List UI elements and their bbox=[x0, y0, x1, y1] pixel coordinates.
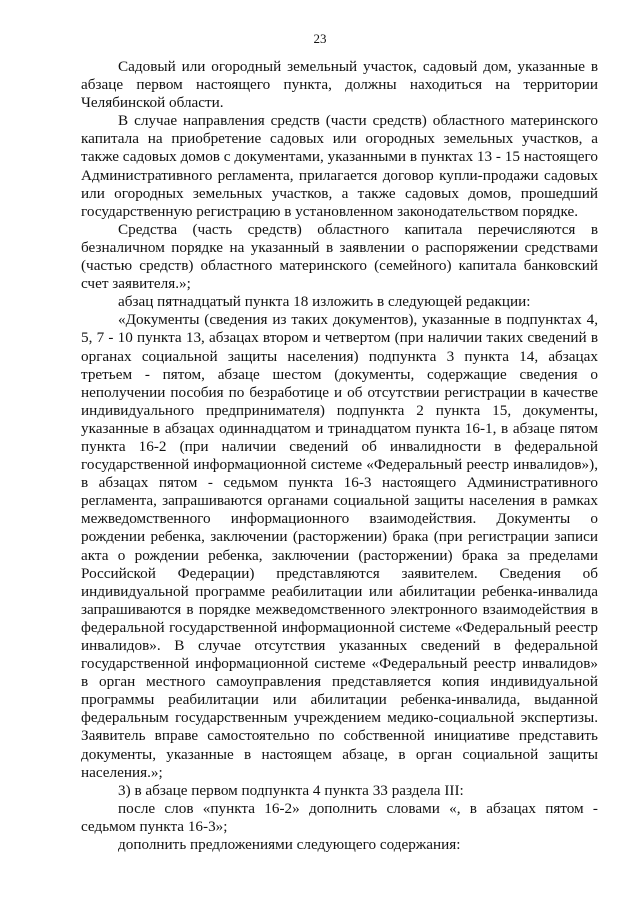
paragraph: Средства (часть средств) областного капитала перечисляются в безналичном порядке на указанный в заявлении о распоряжении средствами (частью средств) областного материнского (семейного) капитала банковский счет заявителя.»; bbox=[81, 220, 598, 293]
paragraph: В случае направления средств (части средств) областного материнского капитала на приобретение садовых или огородных земельных участков, а также садовых домов с документами, указанными в пунктах 13 - 15 настоящего Административного регламента, прилагается договор купли-продажи садовых или огородных земельных участков, а также садовых домов, прошедший государственную регистрацию в установленном законодательством порядке. bbox=[81, 112, 598, 220]
paragraph: после слов «пункта 16-2» дополнить словами «, в абзацах пятом - седьмом пункта 16-3»; bbox=[81, 799, 598, 835]
document-body bbox=[81, 58, 598, 854]
paragraph: абзац пятнадцатый пункта 18 изложить в следующей редакции: bbox=[118, 293, 531, 311]
paragraph: 3) в абзаце первом подпункта 4 пункта 33 раздела III: bbox=[118, 781, 464, 799]
paragraph: Садовый или огородный земельный участок, садовый дом, указанные в абзаце первом настоящего пункта, должны находиться на территории Челябинской области. bbox=[81, 58, 598, 112]
page-number: 23 bbox=[313, 31, 327, 46]
paragraph: «Документы (сведения из таких документов), указанные в подпунктах 4, 5, 7 - 10 пункта 13, абзацах втором и четвертом (при наличии таких сведений в органах социальной защиты населения) подпункта 3 пункта 14, абзацах третьем - пятом, абзаце шестом (документы, содержащие сведения о неполучении пособия по безработице и об отсутствии регистрации в качестве индивидуального предпринимателя) подпункта 2 пункта 15, документы, указанные в абзацах одиннадцатом и тринадцатом пункта 16-1, в абзаце пятом пункта 16-2 (при наличии сведений об инвалидности в федеральной государственной информационной системе «Федеральный реестр инвалидов»), в абзацах пятом - седьмом пункта 16-3 настоящего Административного регламента, запрашиваются органами социальной защиты населения в рамках межведомственного информационного взаимодействия. Документы о рождении ребенка, заключении (расторжении) брака (при регистрации записи акта о рождении ребенка, заключении (расторжении) брака за пределами Российской Федерации) представляются заявителем. Сведения об индивидуальной программе реабилитации или абилитации ребенка-инвалида запрашиваются в порядке межведомственного электронного взаимодействия в федеральной государственной информационной системе «Федеральный реестр инвалидов». В случае отсутствия указанных сведений в федеральной государственной информационной системе «Федеральный реестр инвалидов» в орган местного самоуправления представляется копия индивидуальной программы реабилитации или абилитации ребенка-инвалида, выданной федеральным государственным учреждением медико-социальной экспертизы. Заявитель вправе самостоятельно по собственной инициативе представить документы, указанные в настоящем абзаце, в орган социальной защиты населения.»; bbox=[81, 311, 598, 781]
paragraph: дополнить предложениями следующего содержания: bbox=[118, 836, 461, 854]
